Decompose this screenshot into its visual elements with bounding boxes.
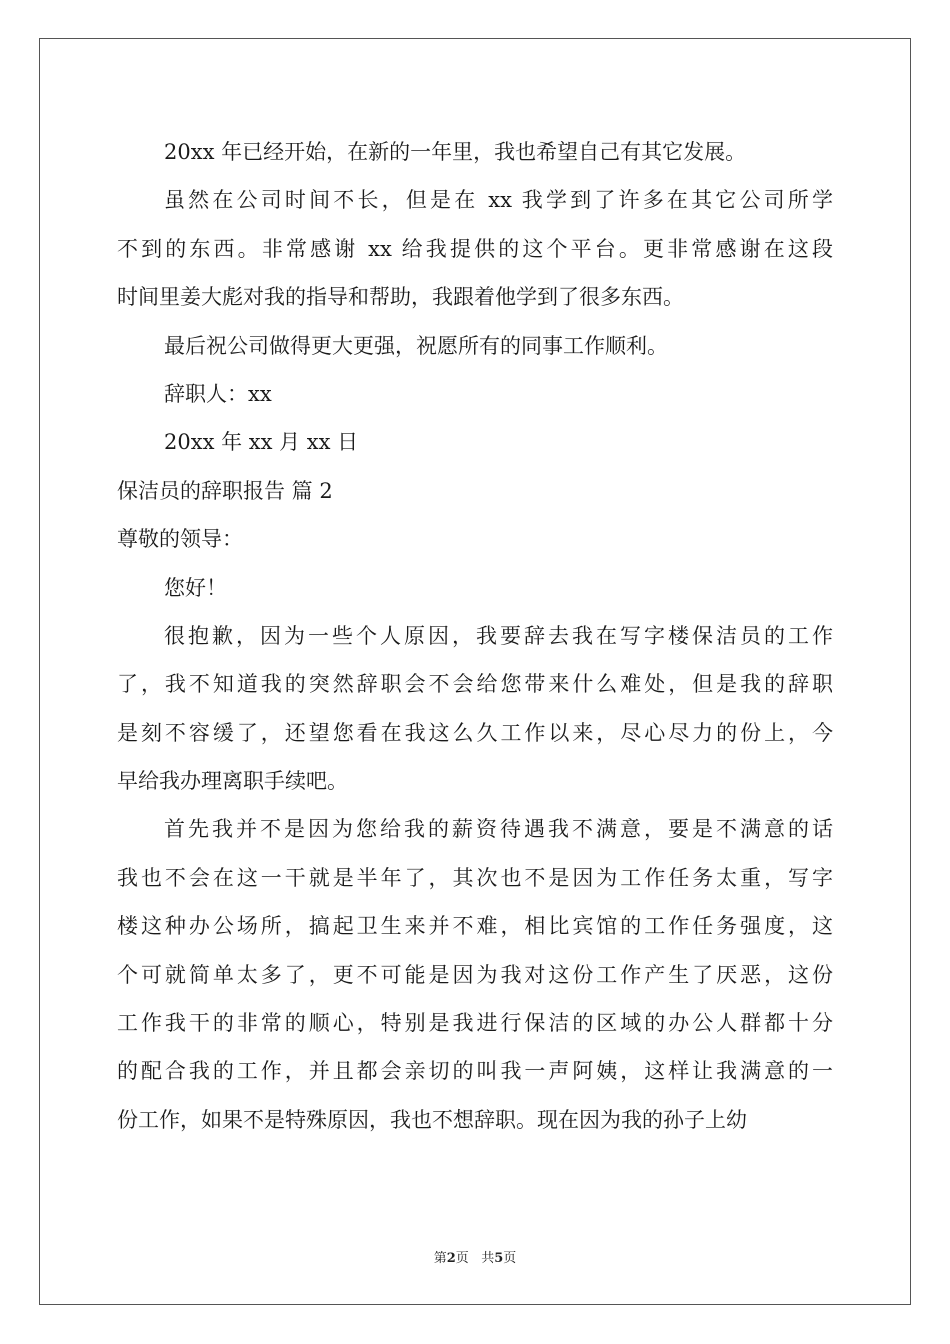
- footer-total-prefix: 共: [481, 1251, 495, 1266]
- text-line: 很抱歉，因为一些个人原因，我要辞去我在写字楼保洁员的工作: [164, 623, 833, 648]
- footer-prefix: 第: [433, 1251, 447, 1266]
- footer-page-suffix: 页: [455, 1251, 469, 1266]
- paragraph: [117, 176, 833, 321]
- document-body: [117, 128, 833, 1144]
- paragraph: [117, 370, 833, 418]
- text-line: 个可就简单太多了，更不可能是因为我对这份工作产生了厌恶，这份: [117, 962, 833, 987]
- footer-page-number: 2: [446, 1251, 456, 1266]
- text-line: 工作我干的非常的顺心，特别是我进行保洁的区域的办公人群都十分: [117, 1011, 833, 1036]
- text-line: 虽然在公司时间不长，但是在 xx 我学到了许多在其它公司所学: [164, 188, 833, 213]
- paragraph: [117, 322, 833, 370]
- footer-total-suffix: 页: [503, 1251, 517, 1266]
- paragraph: [117, 805, 833, 1144]
- text-line: 早给我办理离职手续吧。: [117, 769, 348, 794]
- text-line: 保洁员的辞职报告 篇 2: [117, 478, 333, 503]
- text-line: 20xx 年 xx 月 xx 日: [164, 430, 359, 455]
- paragraph: [117, 418, 833, 466]
- text-line: 首先我并不是因为您给我的薪资待遇我不满意，要是不满意的话: [164, 817, 833, 842]
- text-line: 时间里姜大彪对我的指导和帮助，我跟着他学到了很多东西。: [117, 285, 684, 310]
- text-line: 不到的东西。非常感谢 xx 给我提供的这个平台。更非常感谢在这段: [117, 236, 833, 261]
- text-line: 最后祝公司做得更大更强，祝愿所有的同事工作顺利。: [164, 333, 668, 358]
- text-line: 了，我不知道我的突然辞职会不会给您带来什么难处，但是我的辞职: [117, 672, 833, 697]
- text-line: 20xx 年已经开始，在新的一年里，我也希望自己有其它发展。: [164, 140, 747, 164]
- paragraph: [117, 612, 833, 806]
- text-line: 我也不会在这一干就是半年了，其次也不是因为工作任务太重，写字: [117, 865, 833, 890]
- paragraph: [117, 467, 833, 515]
- text-line: 尊敬的领导：: [117, 527, 243, 552]
- text-line: 份工作，如果不是特殊原因，我也不想辞职。现在因为我的孙子上幼: [117, 1107, 747, 1132]
- paragraph: [117, 515, 833, 563]
- text-line: 辞职人：xx: [164, 381, 272, 406]
- footer-total-pages: 5: [494, 1251, 504, 1266]
- text-line: 是刻不容缓了，还望您看在我这么久工作以来，尽心尽力的份上，今: [117, 720, 833, 745]
- text-line: 您好！: [164, 575, 227, 600]
- page-footer: [0, 1247, 950, 1266]
- paragraph: [117, 564, 833, 612]
- text-line: 楼这种办公场所，搞起卫生来并不难，相比宾馆的工作任务强度，这: [117, 914, 833, 939]
- paragraph: [117, 128, 833, 176]
- text-line: 的配合我的工作，并且都会亲切的叫我一声阿姨，这样让我满意的一: [117, 1059, 833, 1084]
